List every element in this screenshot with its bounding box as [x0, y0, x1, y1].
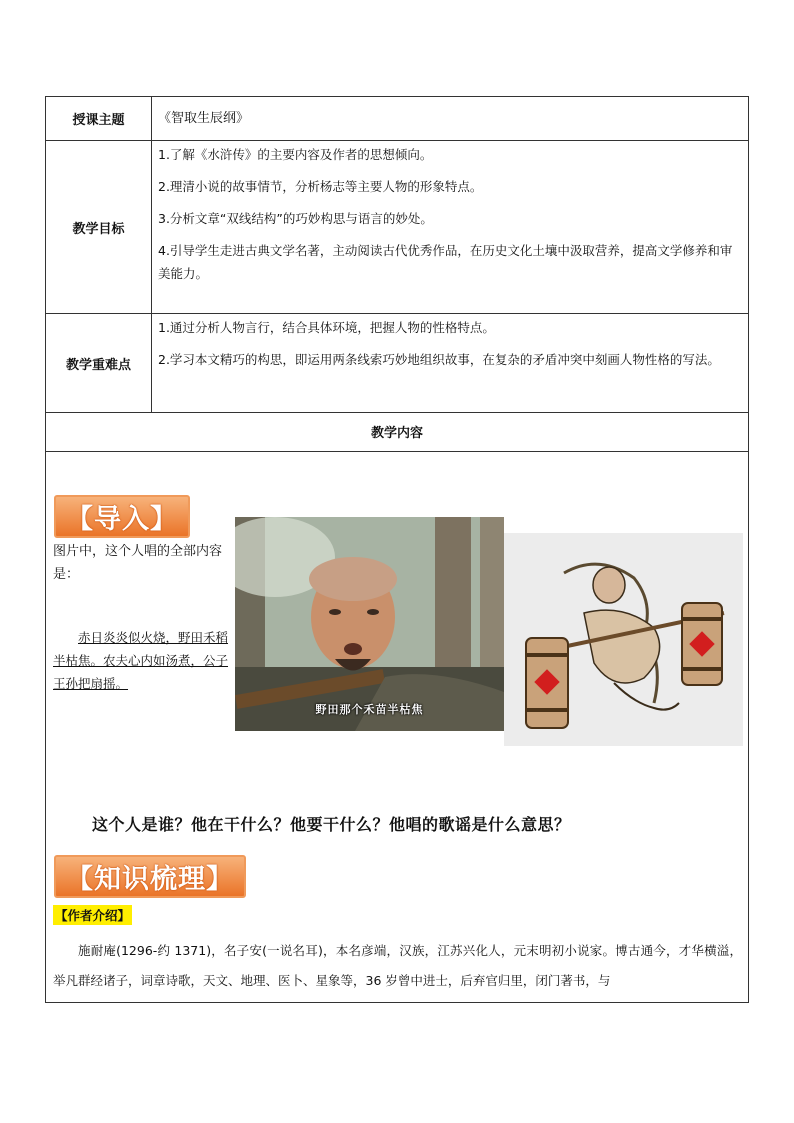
goal-item: 1.了解《水浒传》的主要内容及作者的思想倾向。 [158, 147, 433, 162]
goal-item: 3.分析文章“双线结构”的巧妙构思与语言的妙处。 [158, 211, 433, 226]
key-points-list [158, 316, 740, 380]
intro-answer: 赤日炎炎似火烧，野田禾稻半枯焦。农夫心内如汤煮，公子王孙把扇摇。 [53, 630, 229, 691]
intro-banner: 【导入】 [54, 495, 190, 538]
key-points-row [46, 314, 748, 413]
key-point-item: 1.通过分析人物言行，结合具体环境，把握人物的性格特点。 [158, 320, 495, 335]
photo-caption: 野田那个禾苗半枯焦 [315, 703, 424, 716]
author-text: 施耐庵(1296-约 1371)，名子安(一说名耳)，本名彦端，汉族，江苏兴化人，元末明初小说家。博古通今，才华横溢，举凡群经诸子，词章诗歌，天文、地理、医卜、星象等，36 岁曾中进士，后弃官归里，闭门著书，与 [53, 943, 742, 988]
singer-photo [235, 517, 504, 731]
goals-list [158, 143, 740, 294]
intro-question: 这个人是谁？他在干什么？他要干什么？他唱的歌谣是什么意思？ [92, 815, 571, 834]
topic-row [46, 97, 748, 141]
topic-value: 《智取生辰纲》 [158, 111, 250, 126]
goals-row [46, 141, 748, 314]
content-header-row [46, 413, 748, 452]
goals-label: 教学目标 [46, 141, 152, 313]
goal-item: 2.理清小说的故事情节，分析杨志等主要人物的形象特点。 [158, 179, 483, 194]
author-tag: 【作者介绍】 [53, 905, 132, 925]
knowledge-banner: 【知识梳理】 [54, 855, 246, 898]
content-header: 教学内容 [370, 426, 423, 441]
lesson-table [45, 96, 749, 1003]
ink-painting [504, 533, 743, 746]
goal-item: 4.引导学生走进古典文学名著，主动阅读古代优秀作品，在历史文化土壤中汲取营养，提高文学修养和审美能力。 [158, 243, 733, 281]
key-point-item: 2.学习本文精巧的构思，即运用两条线索巧妙地组织故事，在复杂的矛盾冲突中刻画人物性格的写法。 [158, 352, 720, 367]
key-points-label: 教学重难点 [46, 314, 152, 412]
intro-prompt: 图片中，这个人唱的全部内容是： [53, 544, 223, 582]
ink-painting-illustration [504, 533, 743, 746]
singer-photo-illustration [235, 517, 504, 731]
topic-label: 授课主题 [46, 97, 152, 140]
